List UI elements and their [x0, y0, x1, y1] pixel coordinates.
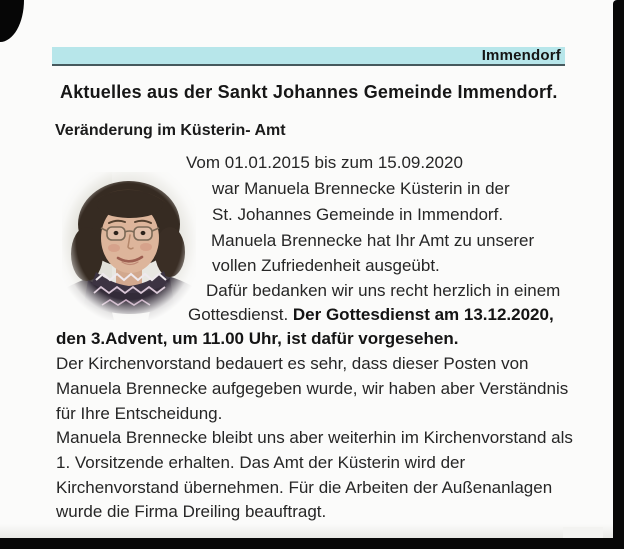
region-label: Immendorf	[481, 47, 561, 64]
page-bottom-shadow	[0, 524, 624, 538]
paragraph-line-regular: Gottesdienst.	[188, 305, 293, 324]
paragraph-line: den 3.Advent, um 11.00 Uhr, ist dafür vorgesehen.	[56, 329, 459, 348]
paragraph-line: für Ihre Entscheidung.	[56, 404, 223, 423]
portrait-photo	[62, 172, 196, 320]
paragraph-line	[188, 305, 554, 325]
paragraph-line-bold: Der Gottesdienst am 13.12.2020,	[292, 305, 554, 324]
paragraph-line: wurde die Firma Dreiling beauftragt.	[56, 502, 327, 521]
paragraph-line: St. Johannes Gemeinde in Immendorf.	[212, 205, 504, 224]
paragraph-line: vollen Zufriedenheit ausgeübt.	[212, 256, 440, 275]
paragraph-line: Manuela Brennecke aufgegeben wurde, wir haben aber Verständnis	[56, 379, 569, 398]
paragraph-line: Der Kirchenvorstand bedauert es sehr, dass dieser Posten von	[56, 354, 529, 373]
scan-corner-top-left	[0, 0, 24, 42]
paragraph-line: Kirchenvorstand übernehmen. Für die Arbeiten der Außenanlagen	[56, 478, 553, 497]
scan-edge-right	[613, 0, 624, 549]
paragraph-line: Dafür bedanken wir uns recht herzlich in einem	[206, 281, 561, 300]
scan-edge-bottom	[0, 538, 624, 549]
paragraph-line: Manuela Brennecke hat Ihr Amt zu unserer	[211, 231, 535, 250]
article-heading: Veränderung im Küsterin- Amt	[55, 122, 286, 139]
paragraph-line: Vom 01.01.2015 bis zum 15.09.2020	[186, 153, 463, 172]
page-corner-highlight	[563, 527, 603, 538]
paragraph-line: war Manuela Brennecke Küsterin in der	[212, 179, 510, 198]
portrait-photo-image	[62, 172, 196, 320]
paragraph-line: Manuela Brennecke bleibt uns aber weiterhin im Kirchenvorstand als	[56, 428, 573, 447]
region-header-bar	[52, 47, 565, 66]
page-title: Aktuelles aus der Sankt Johannes Gemeinde Immendorf.	[60, 82, 558, 102]
paragraph-line: 1. Vorsitzende erhalten. Das Amt der Küsterin wird der	[56, 453, 466, 472]
